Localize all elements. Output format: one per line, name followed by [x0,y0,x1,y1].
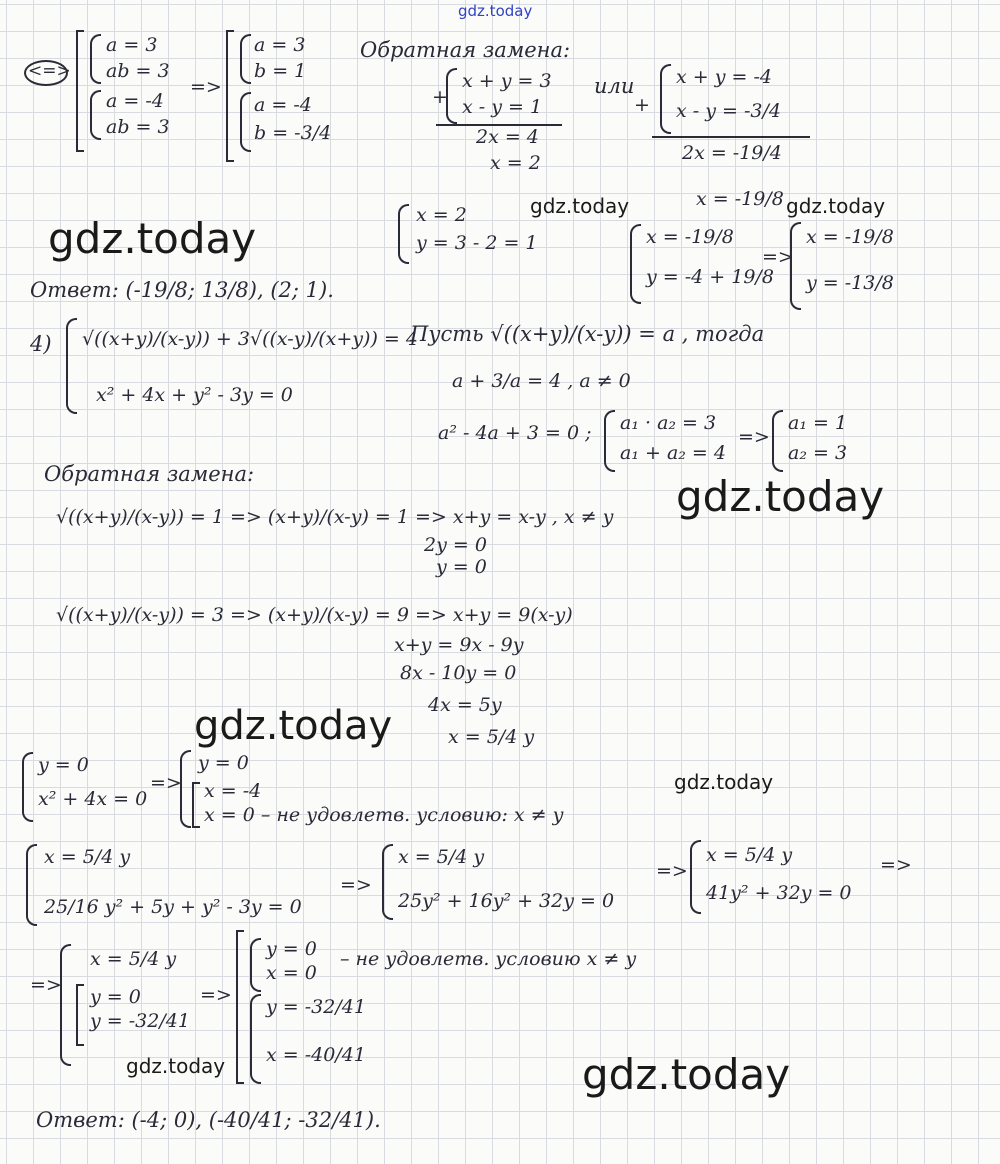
math-line: y = 3 - 2 = 1 [416,232,538,254]
system-brace [66,318,77,414]
plus-sign: + [432,86,448,108]
section-title: Обратная замена: [44,462,255,486]
watermark-big-left: gdz.today [48,214,257,263]
system-brace [690,840,701,914]
math-line: Пусть √((x+y)/(x-y)) = a , тогда [410,322,765,346]
system-brace [250,938,261,992]
math-line: a = 3 [106,34,158,56]
system-brace [90,34,101,84]
collection-bracket-1 [76,30,84,152]
math-line: y = 0 [266,938,317,960]
system-brace [26,844,37,926]
collection-bracket [76,984,84,1046]
implies-arrow: => [200,984,232,1006]
math-line: y = 0 [90,986,141,1008]
math-line: b = -3/4 [254,122,332,144]
system-brace [60,944,71,1066]
math-line: 2x = 4 [476,126,539,148]
math-line: x = -19/8 [806,226,894,248]
math-line: √((x+y)/(x-y)) + 3√((x-y)/(x+y)) = 4 [82,328,418,350]
system-brace [240,34,251,84]
watermark-big-bottom-right: gdz.today [582,1050,791,1099]
math-line: y = 0 [436,556,487,578]
math-line: x = -40/41 [266,1044,366,1066]
watermark-top: gdz.today [458,2,533,20]
math-line: a₁ · a₂ = 3 [620,412,717,434]
answer-2: Ответ: (-4; 0), (-40/41; -32/41). [36,1108,381,1132]
system-brace [446,68,457,124]
math-line: y = -4 + 19/8 [646,266,774,288]
watermark-big-middle: gdz.today [194,703,393,749]
system-brace [180,750,191,828]
section-title: Обратная замена: [360,38,571,62]
task-number: 4) [30,332,52,356]
math-line: x - y = -3/4 [676,100,781,122]
math-line: x = 5/4 y [44,846,131,868]
math-line: a = -4 [106,90,164,112]
collection-bracket-2 [226,30,234,162]
math-line: 8x - 10y = 0 [400,662,517,684]
math-line: – не удовлетв. условию x ≠ y [340,948,637,970]
math-line: a₁ = 1 [788,412,848,434]
math-line: a = 3 [254,34,306,56]
math-line: 2y = 0 [424,534,487,556]
implies-arrow: => [340,874,372,896]
implies-arrow: => [738,426,770,448]
system-brace [630,224,641,304]
implies-arrow: => [150,772,182,794]
math-line: x = 0 [266,962,317,984]
math-line: y = -32/41 [266,996,366,1018]
system-brace [604,410,615,472]
watermark-small-center: gdz.today [530,194,630,218]
sum-line [652,136,810,138]
system-brace [250,994,261,1084]
plus-sign: + [634,94,650,116]
math-line: x = -4 [204,780,262,802]
math-line: x = -19/8 [646,226,734,248]
watermark-small-bottom-left: gdz.today [126,1054,226,1078]
system-brace [382,844,393,920]
equivalence-arrow: <=> [28,61,71,81]
system-brace [90,90,101,140]
math-line: y = -13/8 [806,272,894,294]
math-line: y = 0 [198,752,249,774]
math-line: x = -19/8 [696,188,784,210]
math-line: 25y² + 16y² + 32y = 0 [398,890,615,912]
math-line: b = 1 [254,60,307,82]
system-brace [772,410,783,472]
math-line: x = 2 [490,152,541,174]
answer-1: Ответ: (-19/8; 13/8), (2; 1). [30,278,334,302]
watermark-small-right: gdz.today [786,194,886,218]
math-line: x+y = 9x - 9y [394,634,524,656]
math-line: a = -4 [254,94,312,116]
math-line: ab = 3 [106,116,170,138]
watermark-small-mid-right: gdz.today [674,770,774,794]
math-line: 4x = 5y [428,694,502,716]
math-line: a² - 4a + 3 = 0 ; [438,422,592,444]
math-line: 25/16 y² + 5y + y² - 3y = 0 [44,896,302,918]
implies-arrow: => [30,974,62,996]
math-line: √((x+y)/(x-y)) = 3 => (x+y)/(x-y) = 9 => x+y = 9(x-y) [56,604,573,626]
math-line: x² + 4x + y² - 3y = 0 [96,384,293,406]
math-line: x² + 4x = 0 [38,788,148,810]
system-brace [398,204,409,264]
math-line: x = 5/4 y [706,844,793,866]
math-line: x + y = -4 [676,66,772,88]
collection-bracket [192,782,200,828]
implies-arrow: => [190,76,222,98]
implies-arrow: => [656,860,688,882]
math-line: x = 2 [416,204,467,226]
math-line: 2x = -19/4 [682,142,782,164]
math-line: x = 0 – не удовлетв. условию: x ≠ y [204,804,564,826]
math-line: a₁ + a₂ = 4 [620,442,726,464]
math-line: a₂ = 3 [788,442,848,464]
math-line: x + y = 3 [462,70,552,92]
system-brace [240,92,251,152]
implies-arrow: => [762,246,794,268]
math-line: x = 5/4 y [398,846,485,868]
math-line: x = 5/4 y [448,726,535,748]
system-brace [22,752,33,822]
math-line: x = 5/4 y [90,948,177,970]
system-brace [660,64,671,134]
or-word: или [594,74,635,98]
math-line: √((x+y)/(x-y)) = 1 => (x+y)/(x-y) = 1 => x+y = x-y , x ≠ y [56,506,614,528]
system-brace [790,222,801,310]
collection-bracket [236,930,244,1084]
math-line: y = 0 [38,754,89,776]
implies-arrow: => [880,854,912,876]
watermark-big-right: gdz.today [676,472,885,521]
math-line: x - y = 1 [462,96,543,118]
math-line: 41y² + 32y = 0 [706,882,852,904]
math-line: ab = 3 [106,60,170,82]
math-line: y = -32/41 [90,1010,190,1032]
math-line: a + 3/a = 4 , a ≠ 0 [452,370,631,392]
